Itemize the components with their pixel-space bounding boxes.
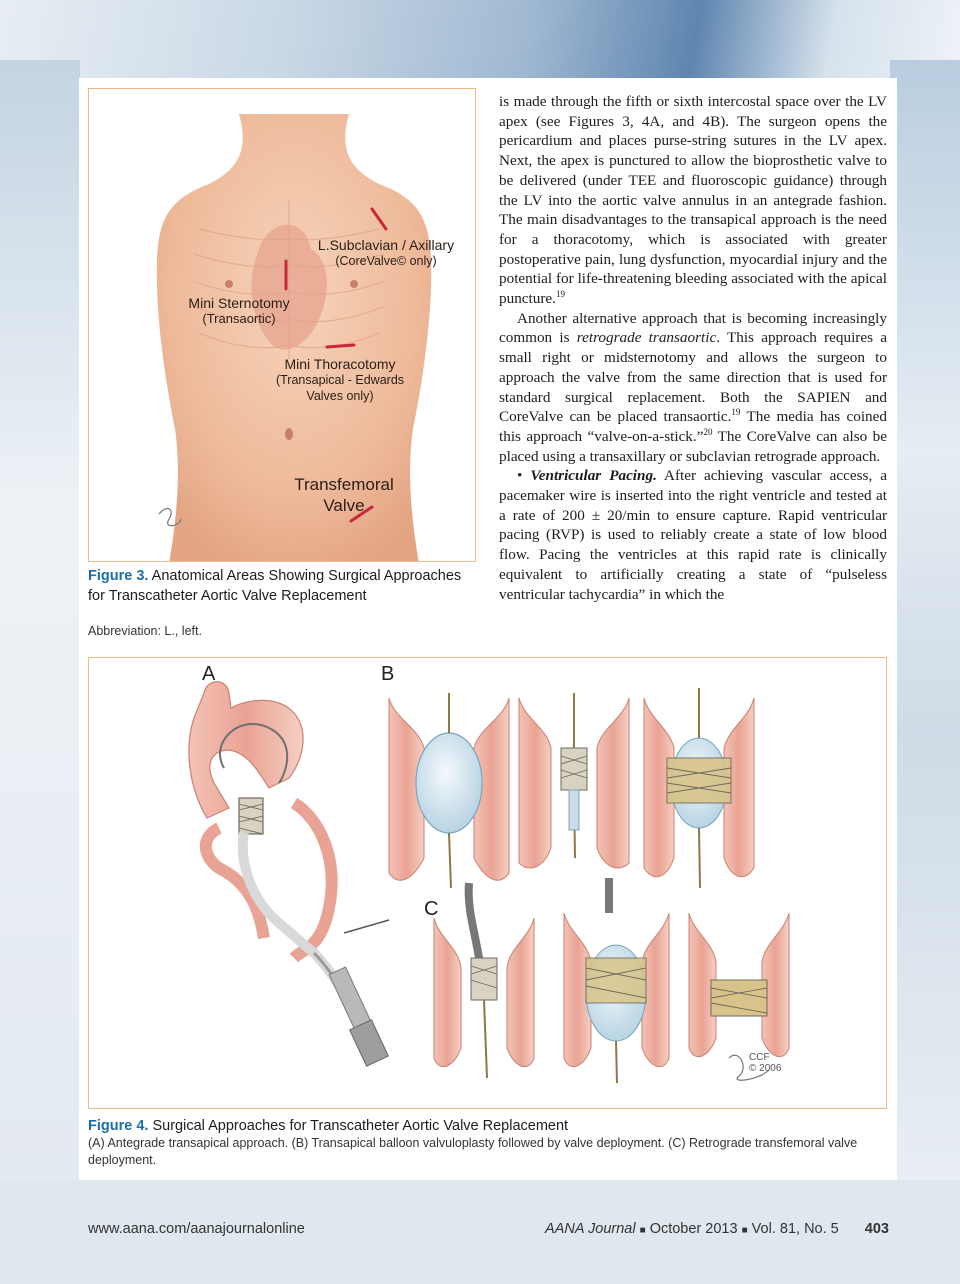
paragraph-2-text-d: The CoreValve can also be placed using a transaxillary or subclavian retrograde approach. [499,427,887,465]
panel-label-a: A [202,663,216,685]
paragraph-2-ref-1: 19 [731,407,741,418]
figure-3-number: Figure 3. [88,568,149,584]
panel-a-drawing [189,682,389,1066]
figure-3-caption [88,566,480,606]
footer-issue-date: October 2013 [649,1221,738,1237]
background-right [890,60,960,1180]
panel-c-stage-3 [689,913,789,1057]
background-banner [0,0,960,90]
figure-3-title: Anatomical Areas Showing Surgical Approaches for Transcatheter Aortic Valve Replacement [88,568,462,604]
label-transfemoral [279,474,409,516]
panel-c-stage-1 [434,883,534,1078]
paragraph-2-text-a: Another alternative approach that is becoming increasingly common is [499,309,887,347]
label-transfemoral-title: Transfemoral [294,475,394,494]
footer-separator-1: ■ [639,1225,646,1236]
label-thoracotomy [269,356,411,404]
paragraph-2-ref-2: 20 [703,426,713,437]
figure-4-illustration [88,657,887,1109]
nipple-left [225,280,233,288]
bullet-icon: • [517,467,531,485]
footer-journal-name: AANA Journal [545,1221,636,1237]
figure-4-caption [88,1116,888,1136]
figure-3-abbreviation: Abbreviation: L., left. [88,624,202,638]
paragraph-1-text: is made through the fifth or sixth intercostal space over the LV apex (see Figures 3, 4A, and 4B). The surgeon opens the pericardium and places purse-string sutures in the LV apex. Next, the apex is punctured to allow the bioprosthetic valve to be delivered (under TEE and fluoroscopic guidance) through the LV into the aortic valve annulus in an antegrade fashion. The main disadvantages to the transapical approach is the need for a thoracotomy, which is associated with greater postoperative pain, lung dysfunction, myocardial injury and the potential for life-threatening bleeding associated with the apical puncture. [499,93,887,308]
footer-volume: Vol. 81, No. 5 [751,1221,839,1237]
label-subclavian-note: (CoreValve© only) [335,254,437,268]
copyright-year: © 2006 [749,1063,782,1074]
footer-url[interactable]: www.aana.com/aanajournalonline [88,1221,305,1237]
figure-4-number: Figure 4. [88,1118,149,1134]
nipple-right [350,280,358,288]
copyright-mark [749,1052,781,1074]
label-subclavian-title: L.Subclavian / Axillary [317,237,455,253]
figure-3-illustration [88,88,476,562]
footer-separator-2: ■ [741,1225,748,1236]
paragraph-2-emphasis: retrograde transaortic [576,329,717,347]
body-text-column [499,92,887,604]
label-sternotomy [179,295,299,327]
footer-page-number: 403 [864,1221,889,1237]
label-thoracotomy-title: Mini Thoracotomy [284,356,396,372]
label-sternotomy-note: (Transaortic) [202,311,276,326]
footer-journal-info [501,1221,889,1237]
valve-deployment-illustration [89,658,887,1109]
paragraph-1-ref: 19 [555,288,565,299]
panel-label-c: C [424,898,439,920]
paragraph-2-text-b: . This approach requires a small right or midsternotomy and allows the surgeon to approach the valve from the same direction that is used for standard surgical replacement. Both the SAPIEN and CoreValve can be placed transaortic. [499,329,888,426]
label-thoracotomy-note-2: Valves only) [306,389,374,403]
panel-b-stage-3 [644,688,754,888]
paragraph-2-text-c: The media has coined this approach “valve-on-a-stick.” [499,408,887,445]
label-sternotomy-title: Mini Sternotomy [188,295,290,311]
background-left [0,60,80,1180]
copyright-ccf: CCF [749,1052,770,1063]
paragraph-3-text: After achieving vascular access, a pacemaker wire is inserted into the right ventricle and tested at a rate of 200 ± 20/min to ensure capture. Rapid ventricular pacing (RVP) is used to reliably create a state of low blood flow. Pacing the ventricles at this rapid rate is clinically equivalent to artificially creating a state of “pulseless ventricular tachycardia” in which the [499,467,887,603]
paragraph-3-heading: Ventricular Pacing. [530,467,657,485]
label-thoracotomy-note-1: (Transapical - Edwards [275,373,405,387]
navel [285,428,293,440]
panel-b-stage-2 [519,693,629,868]
paragraph-2 [499,309,887,467]
panel-label-b: B [381,663,395,685]
paragraph-3 [499,466,887,604]
label-transfemoral-note: Valve [323,496,365,515]
paragraph-1 [499,92,887,309]
label-subclavian [315,237,457,269]
panel-c-stage-2 [564,878,669,1083]
figure-4-description: (A) Antegrade transapical approach. (B) Transapical balloon valvuloplasty followed by valve deployment. (C) Retrograde transfemoral valve deployment. [88,1136,858,1167]
panel-b-stage-1 [389,693,509,888]
figure-4-title: Surgical Approaches for Transcatheter Aortic Valve Replacement [152,1118,569,1134]
